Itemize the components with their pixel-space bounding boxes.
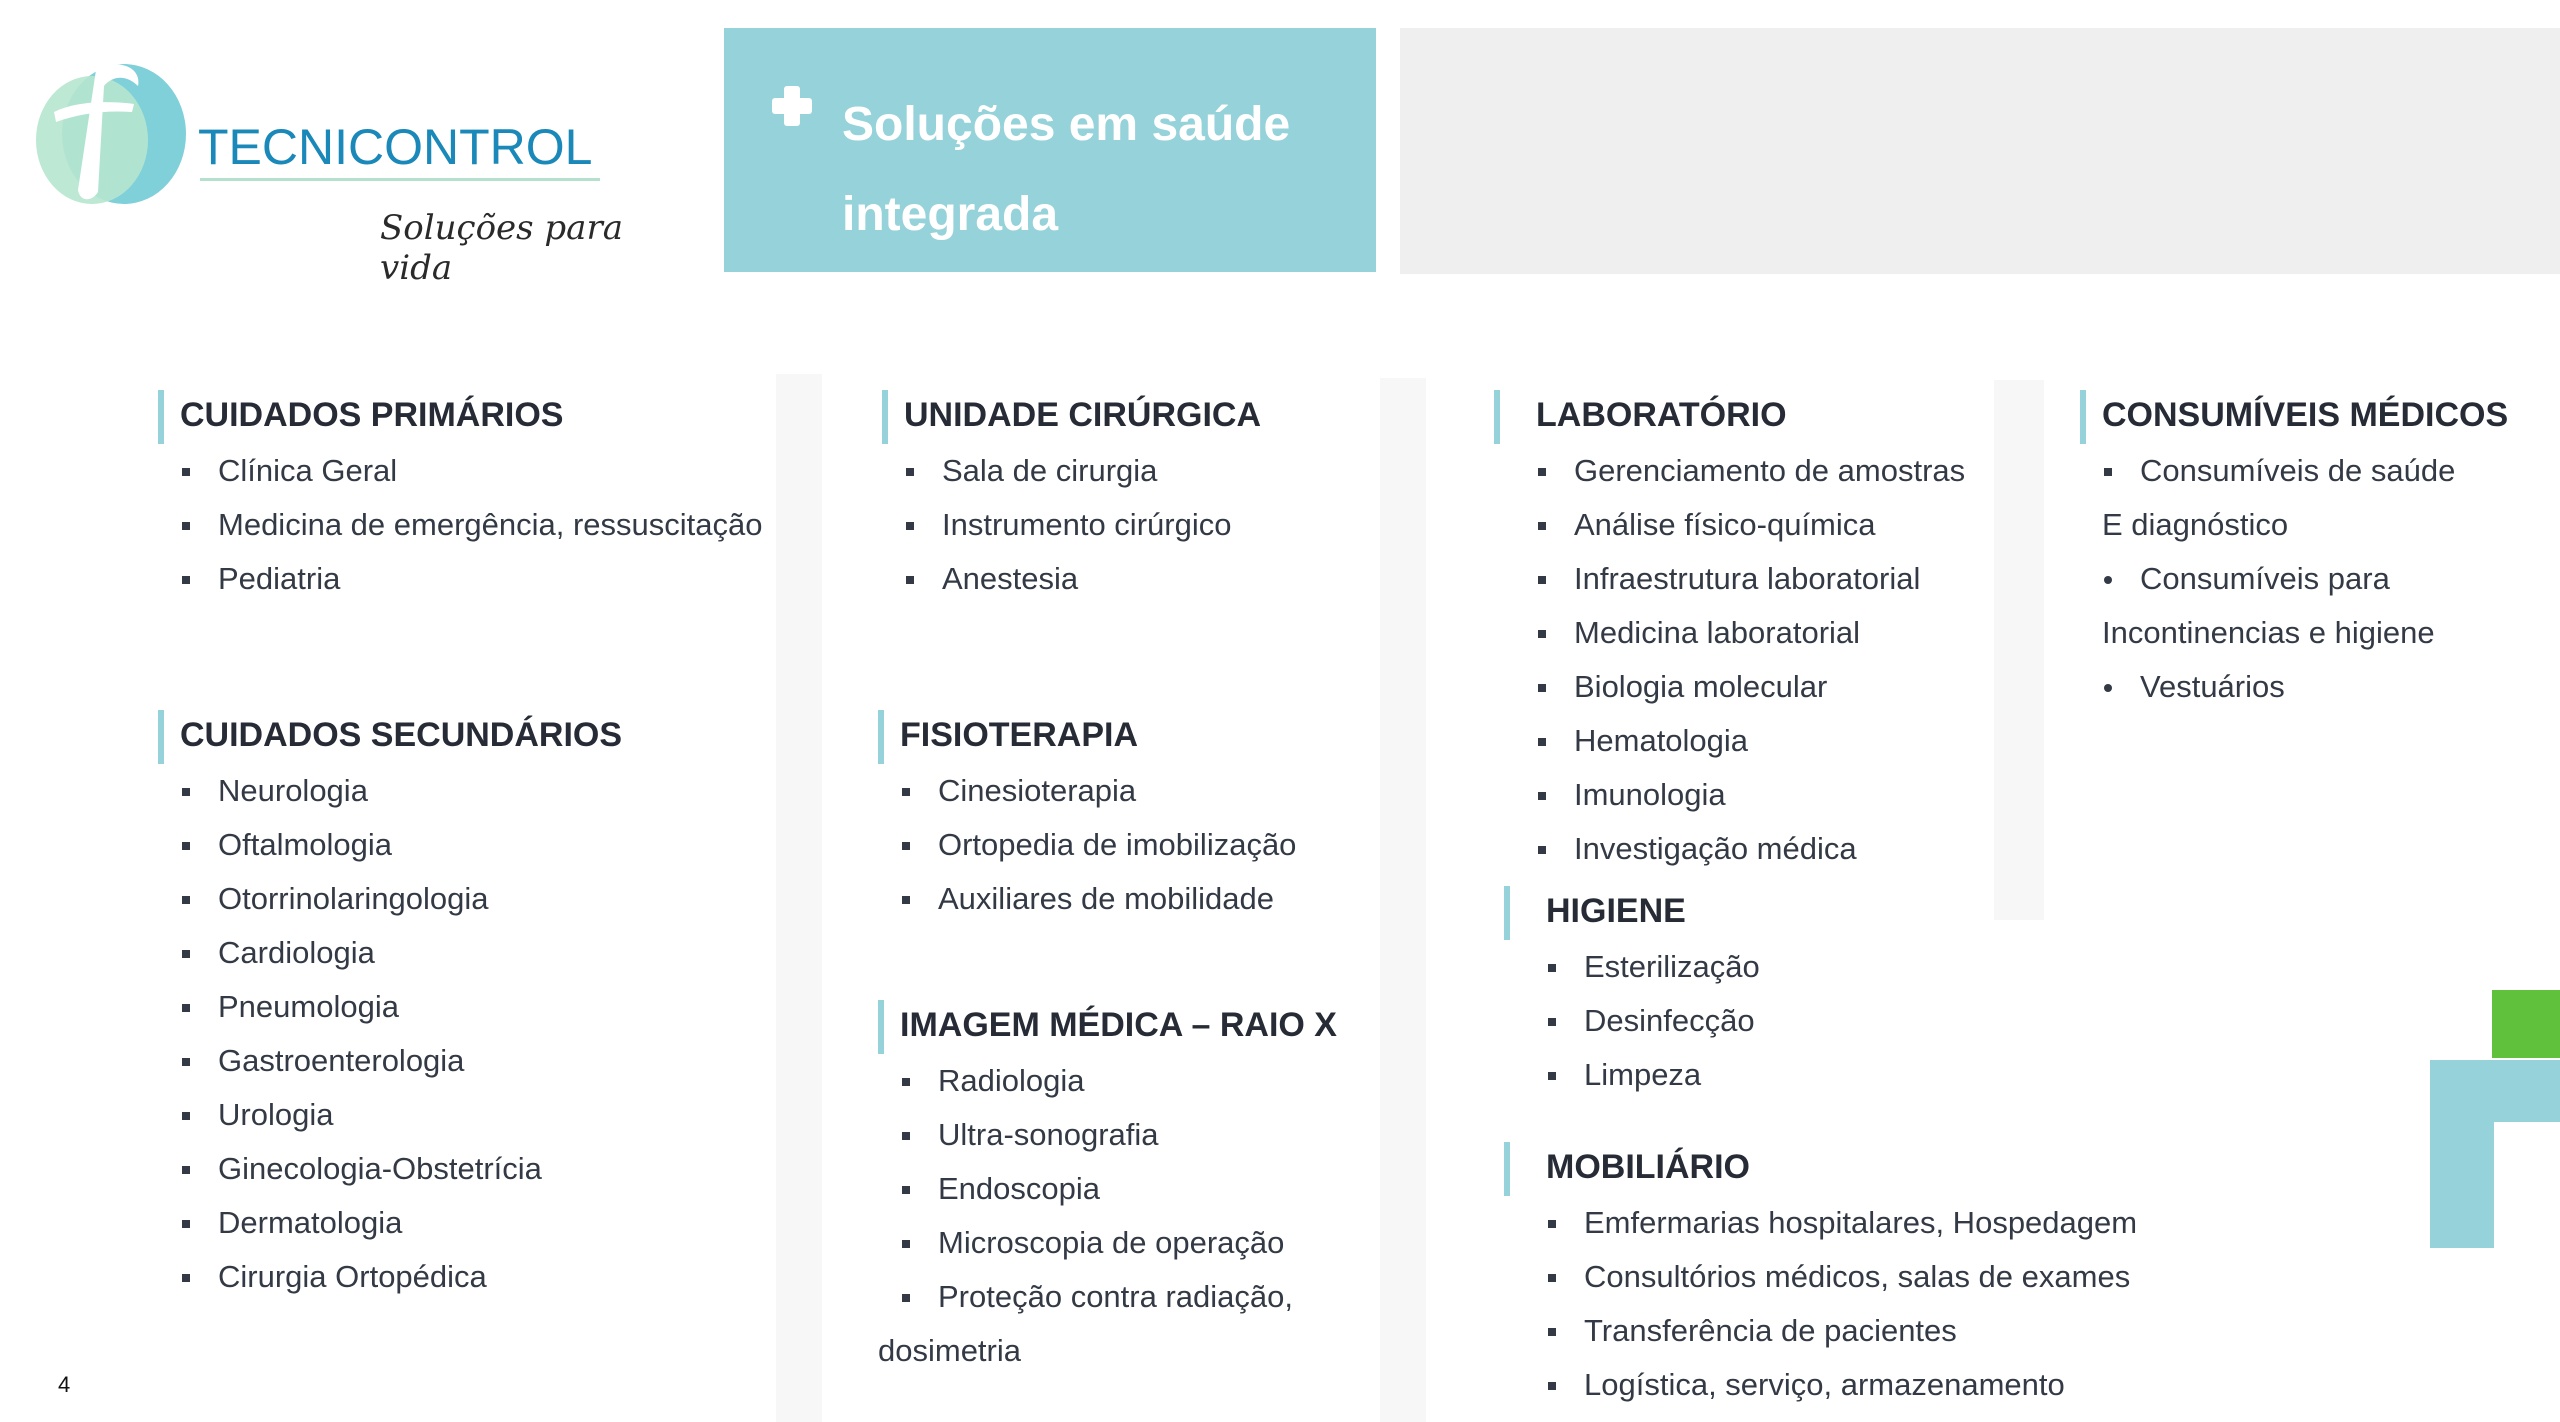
list-item: Oftalmologia bbox=[158, 818, 778, 872]
item-list bbox=[158, 764, 778, 1304]
list-item: Auxiliares de mobilidade bbox=[878, 872, 1398, 926]
list-item: Radiologia bbox=[878, 1054, 1398, 1108]
section-title: LABORATÓRIO bbox=[1494, 390, 2014, 440]
section-fisioterapia bbox=[878, 710, 1398, 926]
banner-title: Soluções em saúde integrada bbox=[842, 98, 1291, 241]
list-item: Limpeza bbox=[1524, 1048, 2024, 1102]
list-item: Esterilização bbox=[1524, 940, 2024, 994]
item-list bbox=[1524, 1196, 2264, 1412]
column-separator bbox=[776, 374, 822, 1422]
list-item: Anestesia bbox=[882, 552, 1402, 606]
list-item: Infraestrutura laboratorial bbox=[1514, 552, 2014, 606]
brand-name: TECNICONTROL bbox=[198, 119, 593, 175]
list-item-continuation: dosimetria bbox=[878, 1333, 1021, 1368]
list-item: Logística, serviço, armazenamento bbox=[1524, 1358, 2264, 1412]
section-cuidados-secundarios bbox=[158, 710, 778, 1304]
list-item: Gastroenterologia bbox=[158, 1034, 778, 1088]
list-item: Ortopedia de imobilização bbox=[878, 818, 1398, 872]
section-higiene bbox=[1504, 886, 2024, 1102]
section-title: HIGIENE bbox=[1504, 886, 2024, 936]
section-title: CUIDADOS SECUNDÁRIOS bbox=[158, 710, 778, 760]
list-item: Cinesioterapia bbox=[878, 764, 1398, 818]
list-item: Microscopia de operação bbox=[878, 1216, 1398, 1270]
list-item: Emfermarias hospitalares, Hospedagem bbox=[1524, 1196, 2264, 1250]
list-item: Medicina laboratorial bbox=[1514, 606, 2014, 660]
header-panel bbox=[1400, 28, 2560, 274]
list-item: Gerenciamento de amostras bbox=[1514, 444, 2014, 498]
item-list bbox=[1524, 940, 2024, 1102]
list-item: Consumíveis de saúde bbox=[2080, 444, 2550, 498]
section-consumiveis-medicos bbox=[2080, 390, 2550, 714]
list-item: Análise físico-química bbox=[1514, 498, 2014, 552]
list-item-continuation: Incontinencias e higiene bbox=[2102, 615, 2435, 650]
logo-mark-icon bbox=[34, 52, 194, 212]
list-item: Otorrinolaringologia bbox=[158, 872, 778, 926]
plus-icon bbox=[772, 86, 812, 126]
section-title: FISIOTERAPIA bbox=[878, 710, 1398, 760]
list-item: Transferência de pacientes bbox=[1524, 1304, 2264, 1358]
list-item: Imunologia bbox=[1514, 768, 2014, 822]
list-item: Neurologia bbox=[158, 764, 778, 818]
list-item: Biologia molecular bbox=[1514, 660, 2014, 714]
list-item: Desinfecção bbox=[1524, 994, 2024, 1048]
list-item: Vestuários bbox=[2080, 660, 2550, 714]
section-title: UNIDADE CIRÚRGICA bbox=[882, 390, 1402, 440]
section-laboratorio bbox=[1494, 390, 2014, 876]
section-title: IMAGEM MÉDICA – RAIO X bbox=[878, 1000, 1398, 1050]
section-title: CUIDADOS PRIMÁRIOS bbox=[158, 390, 778, 440]
list-item: Hematologia bbox=[1514, 714, 2014, 768]
list-item: Pediatria bbox=[158, 552, 778, 606]
item-list bbox=[878, 1054, 1398, 1378]
section-mobiliario bbox=[1504, 1142, 2264, 1412]
title-banner bbox=[724, 28, 1376, 272]
tagline: Soluções para vida bbox=[380, 208, 623, 288]
list-item: Clínica Geral bbox=[158, 444, 778, 498]
list-item: Ultra-sonografia bbox=[878, 1108, 1398, 1162]
item-list bbox=[882, 444, 1402, 606]
page-number: 4 bbox=[58, 1372, 71, 1397]
decorative-block-blue bbox=[2430, 1060, 2494, 1248]
list-item: Instrumento cirúrgico bbox=[882, 498, 1402, 552]
section-unidade-cirurgica bbox=[882, 390, 1402, 606]
item-list bbox=[1514, 444, 2014, 876]
list-item: Urologia bbox=[158, 1088, 778, 1142]
list-item: Ginecologia-Obstetrícia bbox=[158, 1142, 778, 1196]
list-item: Dermatologia bbox=[158, 1196, 778, 1250]
list-item: Cirurgia Ortopédica bbox=[158, 1250, 778, 1304]
list-item: Consumíveis para bbox=[2080, 552, 2550, 606]
item-list bbox=[158, 444, 778, 606]
brand-underline bbox=[200, 178, 600, 181]
company-logo bbox=[30, 48, 670, 288]
list-item: Consultórios médicos, salas de exames bbox=[1524, 1250, 2264, 1304]
list-item: Investigação médica bbox=[1514, 822, 2014, 876]
list-item: Endoscopia bbox=[878, 1162, 1398, 1216]
list-item: Proteção contra radiação, bbox=[878, 1270, 1398, 1324]
section-cuidados-primarios bbox=[158, 390, 778, 606]
decorative-square-green bbox=[2492, 990, 2560, 1058]
list-item: Cardiologia bbox=[158, 926, 778, 980]
list-item: Sala de cirurgia bbox=[882, 444, 1402, 498]
section-title: CONSUMÍVEIS MÉDICOS bbox=[2080, 390, 2550, 440]
list-item: Medicina de emergência, ressuscitação bbox=[158, 498, 778, 552]
item-list bbox=[878, 764, 1398, 926]
item-list bbox=[2080, 444, 2550, 714]
section-title: MOBILIÁRIO bbox=[1504, 1142, 2264, 1192]
list-item-continuation: E diagnóstico bbox=[2102, 507, 2289, 542]
section-imagem-medica bbox=[878, 1000, 1398, 1378]
list-item: Pneumologia bbox=[158, 980, 778, 1034]
